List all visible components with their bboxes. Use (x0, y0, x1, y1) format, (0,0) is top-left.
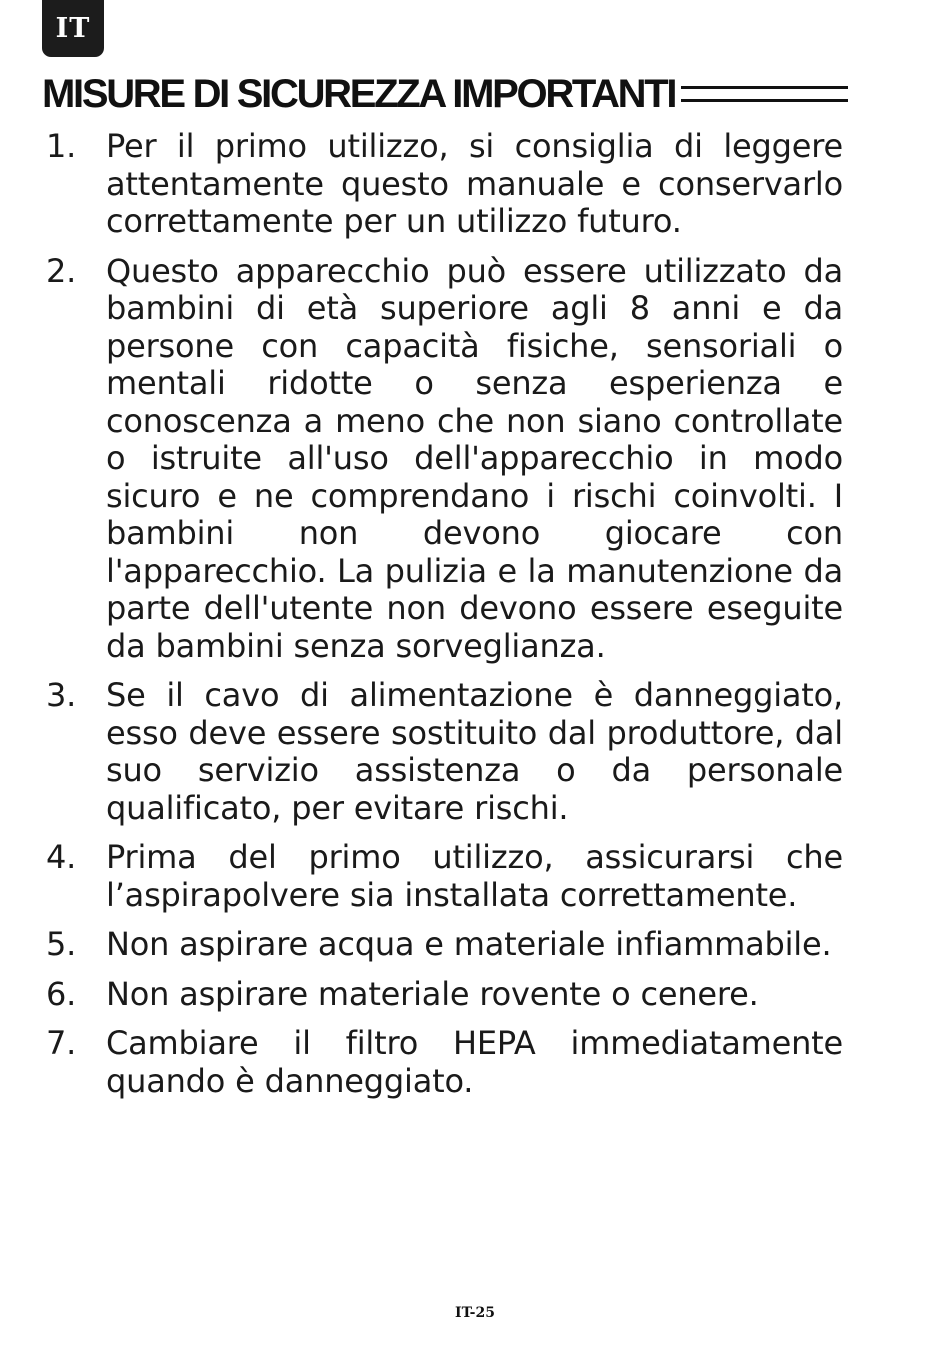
item-number: 4. (46, 838, 77, 876)
item-text: Se il cavo di alimentazione è danneggiato, esso deve essere sostituito dal produttore, dal suo servizio assistenza o da personale qualificato, per evitare rischi. (106, 676, 843, 827)
list-item (46, 677, 843, 827)
heading-row (42, 68, 848, 120)
list-item (46, 253, 843, 666)
list-item (46, 839, 843, 914)
item-text: Prima del primo utilizzo, assicurarsi che l’aspirapolvere sia installata correttamente. (106, 838, 843, 914)
list-item (46, 926, 843, 964)
list-item (46, 128, 843, 241)
list-item (46, 976, 843, 1014)
language-tab: IT (42, 0, 104, 57)
item-number: 7. (46, 1024, 77, 1062)
item-text: Questo apparecchio può essere utilizzato da bambini di età superiore agli 8 anni e da persone con capacità fisiche, sensoriali o mentali ridotte o senza esperienza e conoscenza a meno che non siano controllate o istruite all'uso dell'apparecchio in modo sicuro e ne comprendano i rischi coinvolti. I bambini non devono giocare con l'apparecchio. La pulizia e la manutenzione da parte dell'utente non devono essere eseguite da bambini senza sorveglianza. (106, 251, 843, 665)
item-text: Per il primo utilizzo, si consiglia di leggere attentamente questo manuale e conservarlo correttamente per un utilizzo futuro. (106, 127, 843, 240)
list-item (46, 1025, 843, 1100)
item-number: 6. (46, 974, 77, 1013)
safety-instructions-list (46, 128, 843, 1112)
item-text: Cambiare il filtro HEPA immediatamente quando è danneggiato. (106, 1024, 843, 1100)
heading-double-rule (681, 86, 848, 102)
item-number: 5. (46, 925, 77, 963)
page-title: MISURE DI SICUREZZA IMPORTANTI (42, 71, 676, 116)
item-text: Non aspirare materiale rovente o cenere. (106, 974, 759, 1013)
item-number: 2. (46, 251, 77, 290)
page-number: IT-25 (455, 1305, 495, 1321)
item-number: 1. (46, 127, 77, 165)
item-text: Non aspirare acqua e materiale infiammabile. (106, 925, 832, 963)
item-number: 3. (46, 676, 77, 714)
